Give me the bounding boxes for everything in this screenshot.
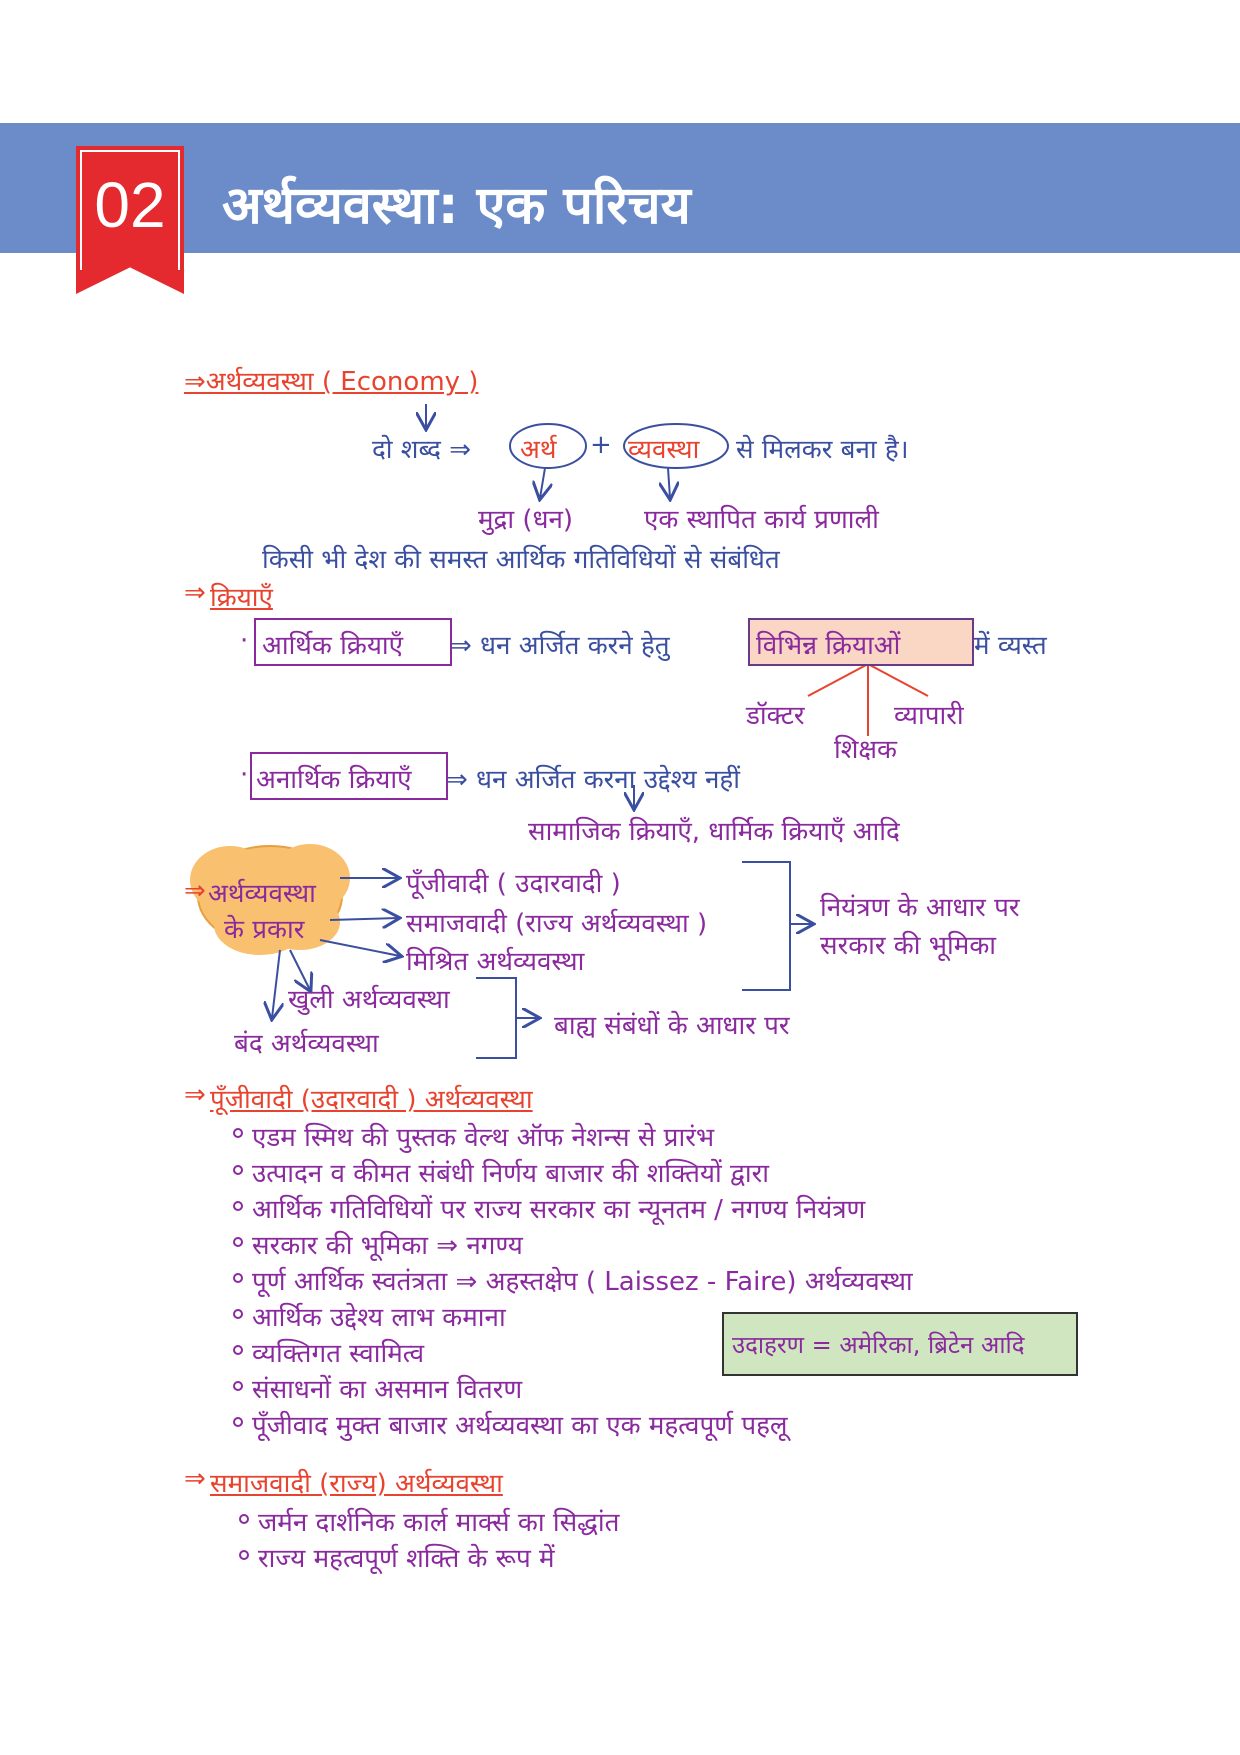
cap-point-2: उत्पादन व कीमत संबंधी निर्णय बाजार की शक्तियों द्वारा [252,1159,770,1189]
example-box-text: उदाहरण = अमेरिका, ब्रिटेन आदि [732,1331,1025,1359]
cloud-line2: के प्रकार [224,915,305,945]
artha-meaning: मुद्रा (धन) [478,505,574,535]
soc-point-2: राज्य महत्वपूर्ण शक्ति के रूप में [258,1544,555,1574]
cap-point-1: एडम स्मिथ की पुस्तक वेल्थ ऑफ नेशन्स से प्रारंभ [252,1123,715,1153]
two-words-label: दो शब्द ⇒ [372,435,471,465]
capitalist-heading: पूँजीवादी (उदारवादी ) अर्थव्यवस्था [210,1085,533,1115]
nonecon-examples: सामाजिक क्रियाएँ, धार्मिक क्रियाएँ आदि [528,817,900,847]
example-doctor: डॉक्टर [746,701,805,731]
formed-text: से मिलकर बना है। [736,435,909,465]
cap-point-9: पूँजीवाद मुक्त बाजार अर्थव्यवस्था का एक महत्वपूर्ण पहलू [252,1411,788,1441]
econ-desc-pre: ⇒ धन अर्जित करने हेतु [450,631,670,661]
economy-heading: ⇒अर्थव्यवस्था ( Economy ) [184,367,479,397]
socialist-heading: समाजवादी (राज्य) अर्थव्यवस्था [210,1469,503,1499]
types-arrow: ⇒ [184,876,206,906]
vyavastha-meaning: एक स्थापित कार्य प्रणाली [644,505,879,535]
example-teacher: शिक्षक [834,735,898,765]
control-basis-line2: सरकार की भूमिका [820,931,997,961]
cap-point-5: पूर्ण आर्थिक स्वतंत्रता ⇒ अहस्तक्षेप ( Laissez - Faire) अर्थव्यवस्था [252,1267,913,1297]
kriyaen-heading: क्रियाएँ [210,583,273,613]
type-capitalist: पूँजीवादी ( उदारवादी ) [406,869,621,899]
word-vyavastha: व्यवस्था [628,435,700,465]
cap-point-8: संसाधनों का असमान वितरण [252,1375,523,1405]
related-text: किसी भी देश की समस्त आर्थिक गतिविधियों से संबंधित [262,545,780,575]
econ-activities-label: आर्थिक क्रियाएँ [262,631,404,661]
control-basis-line1: नियंत्रण के आधार पर [820,893,1020,923]
nonecon-activities-label: अनार्थिक क्रियाएँ [256,765,412,795]
kriyaen-arrow: ⇒ [184,578,206,608]
bullet-dot-2: · [240,760,249,790]
socialist-arrow: ⇒ [184,1464,206,1494]
cap-point-6: आर्थिक उद्देश्य लाभ कमाना [252,1303,506,1333]
nonecon-desc: ⇒ धन अर्जित करना उद्देश्य नहीं [446,765,740,795]
external-basis: बाह्य संबंधों के आधार पर [554,1011,790,1041]
chapter-title: अर्थव्यवस्था: एक परिचय [222,176,691,236]
cap-point-4: सरकार की भूमिका ⇒ नगण्य [252,1231,523,1261]
type-open: खुली अर्थव्यवस्था [288,985,450,1015]
bullet-dot: · [240,626,249,656]
type-mixed: मिश्रित अर्थव्यवस्था [406,947,585,977]
type-socialist: समाजवादी (राज्य अर्थव्यवस्था ) [406,909,708,939]
chapter-number: 02 [94,169,166,241]
cap-point-3: आर्थिक गतिविधियों पर राज्य सरकार का न्यूनतम / नगण्य नियंत्रण [252,1195,866,1225]
cloud-line1: अर्थव्यवस्था [208,879,316,909]
econ-desc-post: में व्यस्त [974,631,1047,661]
cap-point-7: व्यक्तिगत स्वामित्व [252,1339,425,1369]
various-activities-text: विभिन्न क्रियाओं [756,631,901,661]
capitalist-arrow: ⇒ [184,1080,206,1110]
example-trader: व्यापारी [894,701,964,731]
plus-sign: + [590,430,612,460]
type-closed: बंद अर्थव्यवस्था [234,1029,379,1059]
soc-point-1: जर्मन दार्शनिक कार्ल मार्क्स का सिद्धांत [258,1508,620,1538]
word-artha: अर्थ [520,435,557,465]
